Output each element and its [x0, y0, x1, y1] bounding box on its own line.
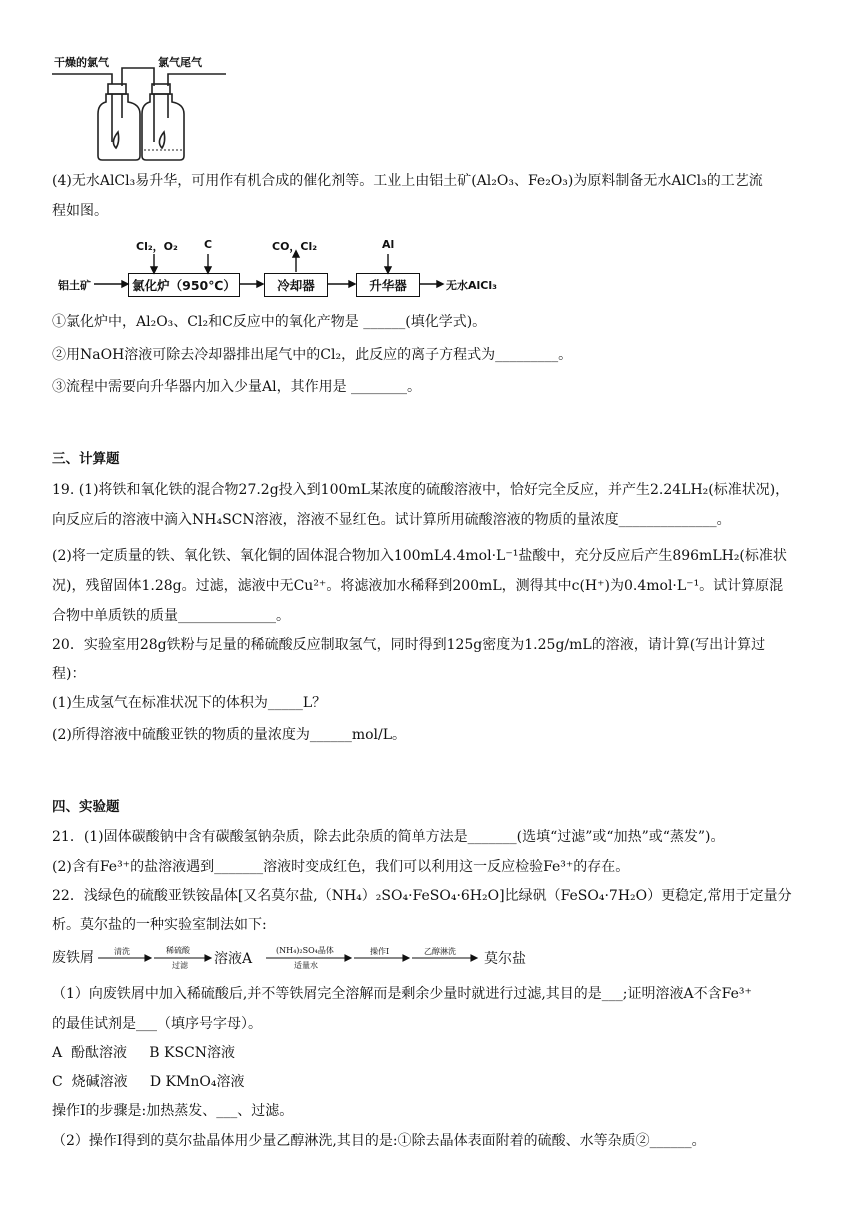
q20-line3: (1)生成氢气在标准状况下的体积为_____L？: [52, 695, 327, 711]
flow1-box3-input: Al: [382, 238, 395, 251]
flow2-mid: 溶液A: [214, 951, 253, 967]
q20-line4: (2)所得溶液中硫酸亚铁的物质的量浓度为______mol/L。: [52, 727, 407, 743]
q22-line1: 22．浅绿色的硫酸亚铁铵晶体[又名莫尔盐,（NH₄）₂SO₄·FeSO₄·6H₂O]比绿矾（FeSO₄·7H₂O）更稳定,常用于定量分: [52, 888, 792, 904]
q18-4-sub1: ①氯化炉中，Al₂O₃、Cl₂和C反应中的氧化产物是 ______(填化学式)。: [52, 314, 487, 330]
q19-line1: 19. (1)将铁和氧化铁的混合物27.2g投入到100mL某浓度的硫酸溶液中，恰好完全反应，并产生2.24LH₂(标准状况)，: [52, 482, 790, 498]
q18-4-sub2: ②用NaOH溶液可除去冷却器排出尾气中的Cl₂，此反应的离子方程式为_________。: [52, 347, 573, 363]
flow2-arrow2-top: 稀硫酸: [166, 946, 190, 955]
q19-line4: 况)，残留固体1.28g。过滤，滤液中无Cu²⁺。将滤液加水稀释到200mL，测得其中c(H⁺)为0.4mol·L⁻¹。试计算原混: [52, 578, 784, 594]
flow1-box1-input-a: Cl₂，O₂: [136, 240, 178, 253]
apparatus-outlet-label: 氯气尾气: [158, 56, 202, 69]
q22-part1-line1: （1）向废铁屑中加入稀硫酸后,并不等铁屑完全溶解而是剩余少量时就进行过滤,其目的是___;证明溶液A不含Fe³⁺: [52, 986, 752, 1002]
q21-line2: (2)含有Fe³⁺的盐溶液遇到_______溶液时变成红色，我们可以利用这一反应检验Fe³⁺的存在。: [52, 859, 630, 875]
q21-line1: 21．(1)固体碳酸钠中含有碳酸氢钠杂质，除去此杂质的简单方法是_______(选填“过滤”或“加热”或“蒸发”)。: [52, 829, 725, 845]
section-4-title: 四、实验题: [52, 799, 120, 815]
flow1-box-cooler: 冷却器: [264, 273, 328, 297]
q19-line3: (2)将一定质量的铁、氧化铁、氧化铜的固体混合物加入100mL4.4mol·L⁻¹盐酸中，充分反应后产生896mLH₂(标准状: [52, 548, 787, 564]
flow1-box-sublimator: 升华器: [356, 273, 420, 297]
flow2-arrow5-top: 乙醇淋洗: [424, 947, 456, 956]
flow2-arrow3-bottom: 适量水: [294, 961, 318, 970]
flow2-end: 莫尔盐: [484, 951, 526, 967]
flow1-end: 无水AlCl₃: [446, 279, 497, 292]
flow2-arrow3-top: (NH₄)₂SO₄晶体: [276, 946, 334, 955]
flow1-start: 铝土矿: [58, 279, 91, 292]
q22-operation-steps: 操作Ⅰ的步骤是:加热蒸发、___、过滤。: [52, 1103, 294, 1119]
flow1-box2-output: CO，Cl₂: [272, 240, 318, 253]
q18-4-sub3: ③流程中需要向升华器内加入少量Al，其作用是 ________。: [52, 379, 422, 395]
q22-options-ab: A 酚酞溶液 B KSCN溶液: [52, 1045, 236, 1061]
flow1-box1-input-b: C: [204, 238, 213, 251]
q22-options-cd: C 烧碱溶液 D KMnO₄溶液: [52, 1074, 245, 1090]
q18-4-intro-line2: 程如图。: [52, 203, 108, 219]
q20-line1: 20．实验室用28g铁粉与足量的稀硫酸反应制取氢气，同时得到125g密度为1.25g/mL的溶液，请计算(写出计算过: [52, 637, 766, 653]
flow2-start: 废铁屑: [52, 950, 94, 966]
q18-4-intro-line1: (4)无水AlCl₃易升华，可用作有机合成的催化剂等。工业上由铝土矿(Al₂O₃、Fe₂O₃)为原料制备无水AlCl₃的工艺流: [52, 173, 763, 189]
q22-line2: 析。莫尔盐的一种实验室制法如下:: [52, 917, 267, 933]
flow1-box-chlorination-furnace: 氯化炉（950℃）: [128, 273, 240, 297]
flow2-arrow2-bottom: 过滤: [172, 961, 188, 970]
q19-line5: 合物中单质铁的质量______________。: [52, 608, 290, 624]
q22-part1-line2: 的最佳试剂是___（填序号字母）。: [52, 1016, 262, 1032]
section-3-title: 三、计算题: [52, 451, 120, 467]
q19-line2: 向反应后的溶液中滴入NH₄SCN溶液，溶液不显红色。试计算所用硫酸溶液的物质的量浓度______________。: [52, 512, 731, 528]
apparatus-inlet-label: 干燥的氯气: [54, 56, 109, 69]
q20-line2: 程)：: [52, 666, 86, 682]
gas-wash-bottles-figure: [50, 62, 230, 164]
flow2-arrow1-top: 清洗: [114, 947, 130, 956]
flow2-arrow4-top: 操作Ⅰ: [370, 947, 390, 956]
q22-part2: （2）操作Ⅰ得到的莫尔盐晶体用少量乙醇淋洗,其目的是:①除去晶体表面附着的硫酸、水等杂质②______。: [52, 1133, 706, 1149]
